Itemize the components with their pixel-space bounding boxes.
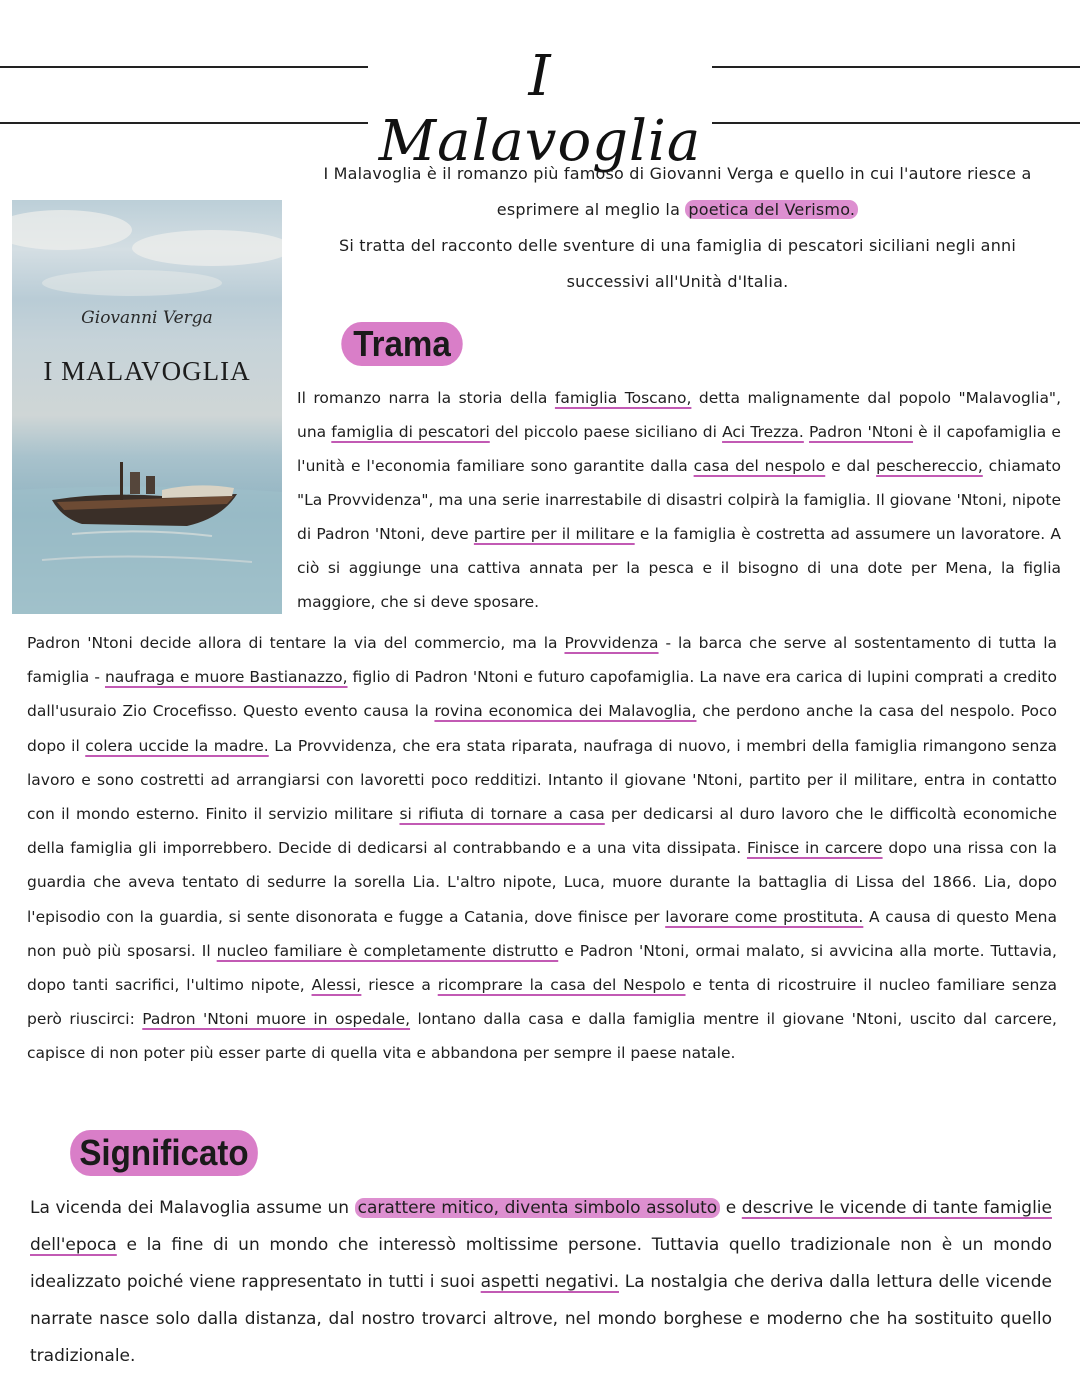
text-run: detta malignamente dal popolo "Malavoglia", una xyxy=(297,389,1061,441)
text-run: è il capofamiglia e l'unità e l'economia familiare sono garantite dalla xyxy=(297,423,1061,475)
text-run: e la famiglia è costretta ad assumere un lavoratore. A ciò si aggiunge una cattiva annata per la pesca e il bisogno di una dote per Mena, la figlia maggiore, che si deve sposare. xyxy=(297,525,1061,611)
underlined-text: aspetti negativi. xyxy=(480,1272,619,1292)
underlined-text: famiglia di pescatori xyxy=(331,423,490,441)
text-run: Il romanzo narra la storia della xyxy=(297,389,555,407)
text-run: figlio di Padron 'Ntoni e futuro capofamiglia. La nave era carica di lupini comprati a credito dall'usuraio Zio Crocefisso. Questo evento causa la xyxy=(27,668,1057,721)
text-run: e la fine di un mondo che interessò moltissime persone. Tuttavia quello tradizionale non è un mondo idealizzato poiché viene rappresentato in tutti i suoi xyxy=(30,1235,1052,1292)
underlined-text: descrive le vicende di tante famiglie dell'epoca xyxy=(30,1198,1052,1255)
underlined-text: si rifiuta di tornare a casa xyxy=(399,805,605,824)
underlined-text: Padron 'Ntoni xyxy=(809,423,914,441)
text-run: lontano dalla casa e dalla famiglia mentre il giovane 'Ntoni, uscito dal carcere, capisce di non poter più esser parte di quella vita e abbandona per sempre il paese natale. xyxy=(27,1010,1057,1063)
title-rule-right xyxy=(712,66,1080,68)
underlined-text: famiglia Toscano, xyxy=(554,389,692,407)
text-run: riesce a xyxy=(361,976,438,995)
underlined-text: Finisce in carcere xyxy=(746,839,883,858)
underlined-text: Aci Trezza. xyxy=(722,423,804,441)
underlined-text: lavorare come prostituta. xyxy=(665,907,864,926)
text-run: dopo una rissa con la guardia che aveva tentato di sedurre la sorella Lia. L'altro nipote, Luca, muore durante la battaglia di Lissa del 1866. Lia, dopo l'episodio con la guardia, si sente disonorata e fugge a Catania, dove finisce per xyxy=(27,839,1057,926)
boat-illustration-icon xyxy=(12,200,282,614)
page-title: I Malavoglia xyxy=(378,44,702,174)
text-run: e xyxy=(720,1198,742,1218)
text-run: chiamato "La Provvidenza", ma una serie inarrestabile di disastri colpirà la famiglia. Il giovane 'Ntoni, nipote di Padron 'Ntoni, deve xyxy=(297,457,1061,543)
title-rule-left-lower xyxy=(0,122,368,124)
cover-author: Giovanni Verga xyxy=(81,308,213,328)
text-run: per dedicarsi al duro lavoro che le difficoltà economiche della famiglia gli imporrebbero. Decide di dedicarsi al contrabbando e a una vita dissipata. xyxy=(27,805,1057,858)
text-run: che perdono anche la casa del nespolo. Poco dopo il xyxy=(27,702,1057,755)
underlined-text: nucleo familiare è completamente distrutto xyxy=(216,941,559,960)
intro-highlight: poetica del Verismo. xyxy=(685,200,858,219)
book-cover-image xyxy=(12,200,282,614)
highlighted-text: carattere mitico, diventa simbolo assoluto xyxy=(355,1198,721,1218)
section-heading-trama: Trama xyxy=(341,322,462,366)
section-heading-significato: Significato xyxy=(70,1130,258,1176)
underlined-text: ricomprare la casa del Nespolo xyxy=(437,976,686,995)
title-rule-left xyxy=(0,66,368,68)
text-run: - la barca che serve al sostentamento di tutta la famiglia - xyxy=(27,634,1057,687)
trama-paragraph-1 xyxy=(297,381,1061,619)
text-run: del piccolo paese siciliano di xyxy=(489,423,723,441)
intro-text-1: I Malavoglia è il romanzo più famoso di Giovanni Verga e quello in cui l'autore riesce a esprimere al meglio la xyxy=(323,164,1032,219)
text-run: e tenta di ricostruire il nucleo familiare senza però riuscirci: xyxy=(27,976,1057,1029)
underlined-text: Alessi, xyxy=(311,976,362,995)
underlined-text: Padron 'Ntoni muore in ospedale, xyxy=(142,1010,411,1029)
underlined-text: colera uccide la madre. xyxy=(85,736,269,755)
title-rule-right-lower xyxy=(712,122,1080,124)
underlined-text: partire per il militare xyxy=(473,525,635,543)
text-run: Padron 'Ntoni decide allora di tentare la via del commercio, ma la xyxy=(27,634,565,652)
trama-paragraph-2 xyxy=(27,626,1057,1071)
intro-paragraph xyxy=(300,156,1055,300)
underlined-text: casa del nespolo xyxy=(693,457,826,475)
text-run: e dal xyxy=(825,457,877,475)
underlined-text: naufraga e muore Bastianazzo, xyxy=(104,668,348,687)
intro-text-2: Si tratta del racconto delle sventure di una famiglia di pescatori siciliani negli anni successivi all'Unità d'Italia. xyxy=(338,236,1017,291)
text-run: e Padron 'Ntoni, ormai malato, si avvicina alla morte. Tuttavia, dopo tanti sacrifici, l'ultimo nipote, xyxy=(27,941,1057,995)
text-run: La Provvidenza, che era stata riparata, naufraga di nuovo, i membri della famiglia rimangono senza lavoro e sono costretti ad arrangiarsi con lavoretti poco redditizi. Intanto il giovane 'Ntoni, partito per il militare, entra in contatto con il mondo esterno. Finito il servizio militare xyxy=(27,736,1057,824)
underlined-text: Provvidenza xyxy=(564,634,659,652)
underlined-text: rovina economica dei Malavoglia, xyxy=(434,702,697,721)
text-run: A causa di questo Mena non può più sposarsi. Il xyxy=(27,907,1057,960)
cover-title: I MALAVOGLIA xyxy=(43,356,251,386)
text-run: La vicenda dei Malavoglia assume un xyxy=(30,1198,355,1218)
underlined-text: peschereccio, xyxy=(876,457,983,475)
text-run: La nostalgia che deriva dalla lettura delle vicende narrate nasce solo dalla distanza, dal nostro trovarci altrove, nel mondo borghese e moderno che ha sostituito quello tradizionale. xyxy=(30,1272,1052,1366)
significato-paragraph xyxy=(30,1190,1052,1375)
